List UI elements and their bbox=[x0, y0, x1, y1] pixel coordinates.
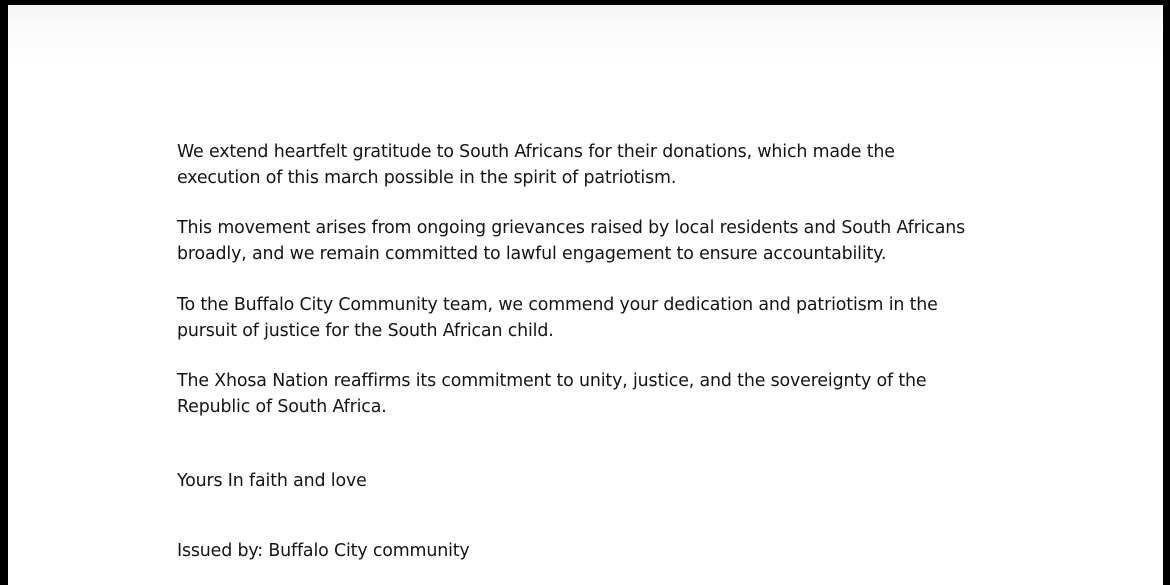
paragraph-reaffirmation: The Xhosa Nation reaffirms its commitment to unity, justice, and the sovereignty of the Republic of South Africa. bbox=[177, 371, 927, 417]
closing-line: Yours In faith and love bbox=[177, 471, 367, 491]
document-page bbox=[8, 5, 1163, 585]
paragraph-movement: This movement arises from ongoing grievances raised by local residents and South Africans broadly, and we remain committed to lawful engagement to ensure accountability. bbox=[177, 218, 965, 264]
issued-by-line: Issued by: Buffalo City community bbox=[177, 541, 470, 561]
paragraph-gratitude: We extend heartfelt gratitude to South Africans for their donations, which made the execution of this march possible in the spirit of patriotism. bbox=[177, 142, 895, 188]
page-top-shadow bbox=[8, 5, 1163, 65]
paragraph-commendation: To the Buffalo City Community team, we commend your dedication and patriotism in the pursuit of justice for the South African child. bbox=[177, 295, 938, 341]
